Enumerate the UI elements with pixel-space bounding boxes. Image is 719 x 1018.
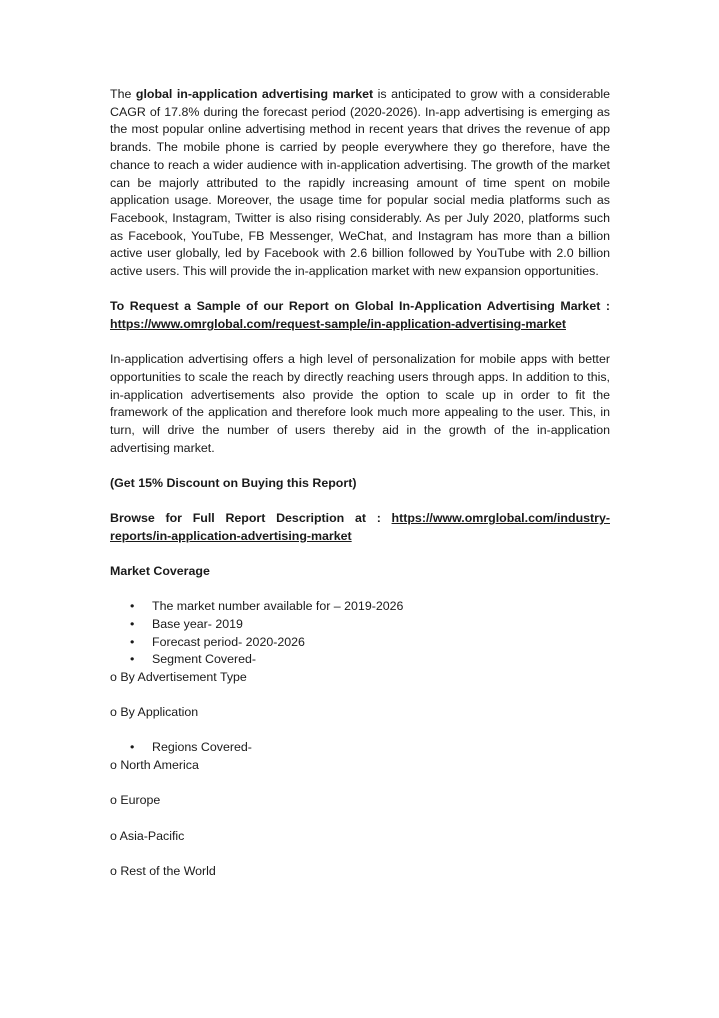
discount-note [110,475,610,493]
list-item: • Segment Covered- [110,651,610,669]
region-item: o Asia-Pacific [110,828,185,843]
intro-body: is anticipated to grow with a considerable CAGR of 17.8% during the forecast period (2020-2026). In-app advertising is emerging as the most popular online advertising method in recent years that drives the revenue of app brands. The mobile phone is carried by people everywhere they go therefore, have the chance to reach a wider audience with in-application advertising. The growth of the market can be majorly attributed to the rapidly increasing amount of time spent on mobile application usage. Moreover, the usage time for popular social media platforms such as Facebook, Instagram, Twitter is also rising considerably. As per July 2020, platforms such as Facebook, YouTube, FB Messenger, WeChat, and Instagram has more than a billion active user globally, led by Facebook with 2.6 billion followed by YouTube with 2.0 billion active users. This will provide the in-application market with new expansion opportunities. [110,87,611,279]
list-item: • The market number available for – 2019-2026 [110,598,610,616]
sample-request-link[interactable]: https://www.omrglobal.com/request-sample/in-application-advertising-market [110,316,567,331]
intro-lead: The [110,87,136,101]
personalization-paragraph: In-application advertising offers a high level of personalization for mobile apps with better opportunities to scale the reach by directly reaching users through apps. In addition to this, in-application advertisements also provide the option to scale up in order to fit the framework of the application and therefore look much more appealing to the user. This, in turn, will drive the number of users thereby aid in the growth of the in-application advertising market. [110,352,610,455]
sample-request-label: To Request a Sample of our Report on Global In-Application Advertising Market : [110,299,610,314]
coverage-list [110,598,610,669]
document-content [110,86,610,880]
browse-report [110,510,610,545]
browse-label: Browse for Full Report Description at : [110,511,392,526]
discount-text: (Get 15% Discount on Buying this Report) [110,475,357,490]
region-item: o North America [110,758,199,773]
segment-item: o By Application [110,705,199,720]
region-item: o Europe [110,793,161,808]
browse-report-link[interactable]: https://www.omrglobal.com/industry-reports/in-application-advertising-market [110,511,610,543]
intro-bold-term: global in-application advertising market [135,87,374,101]
list-item: • Forecast period- 2020-2026 [110,634,610,652]
regions-list [110,739,610,757]
sample-request [110,298,610,333]
list-item: • Regions Covered- [110,739,610,757]
market-coverage-heading: Market Coverage [110,563,210,578]
list-item: • Base year- 2019 [110,616,610,634]
region-item: o Rest of the World [110,863,216,878]
intro-paragraph [110,86,610,281]
segment-item: o By Advertisement Type [110,669,247,684]
